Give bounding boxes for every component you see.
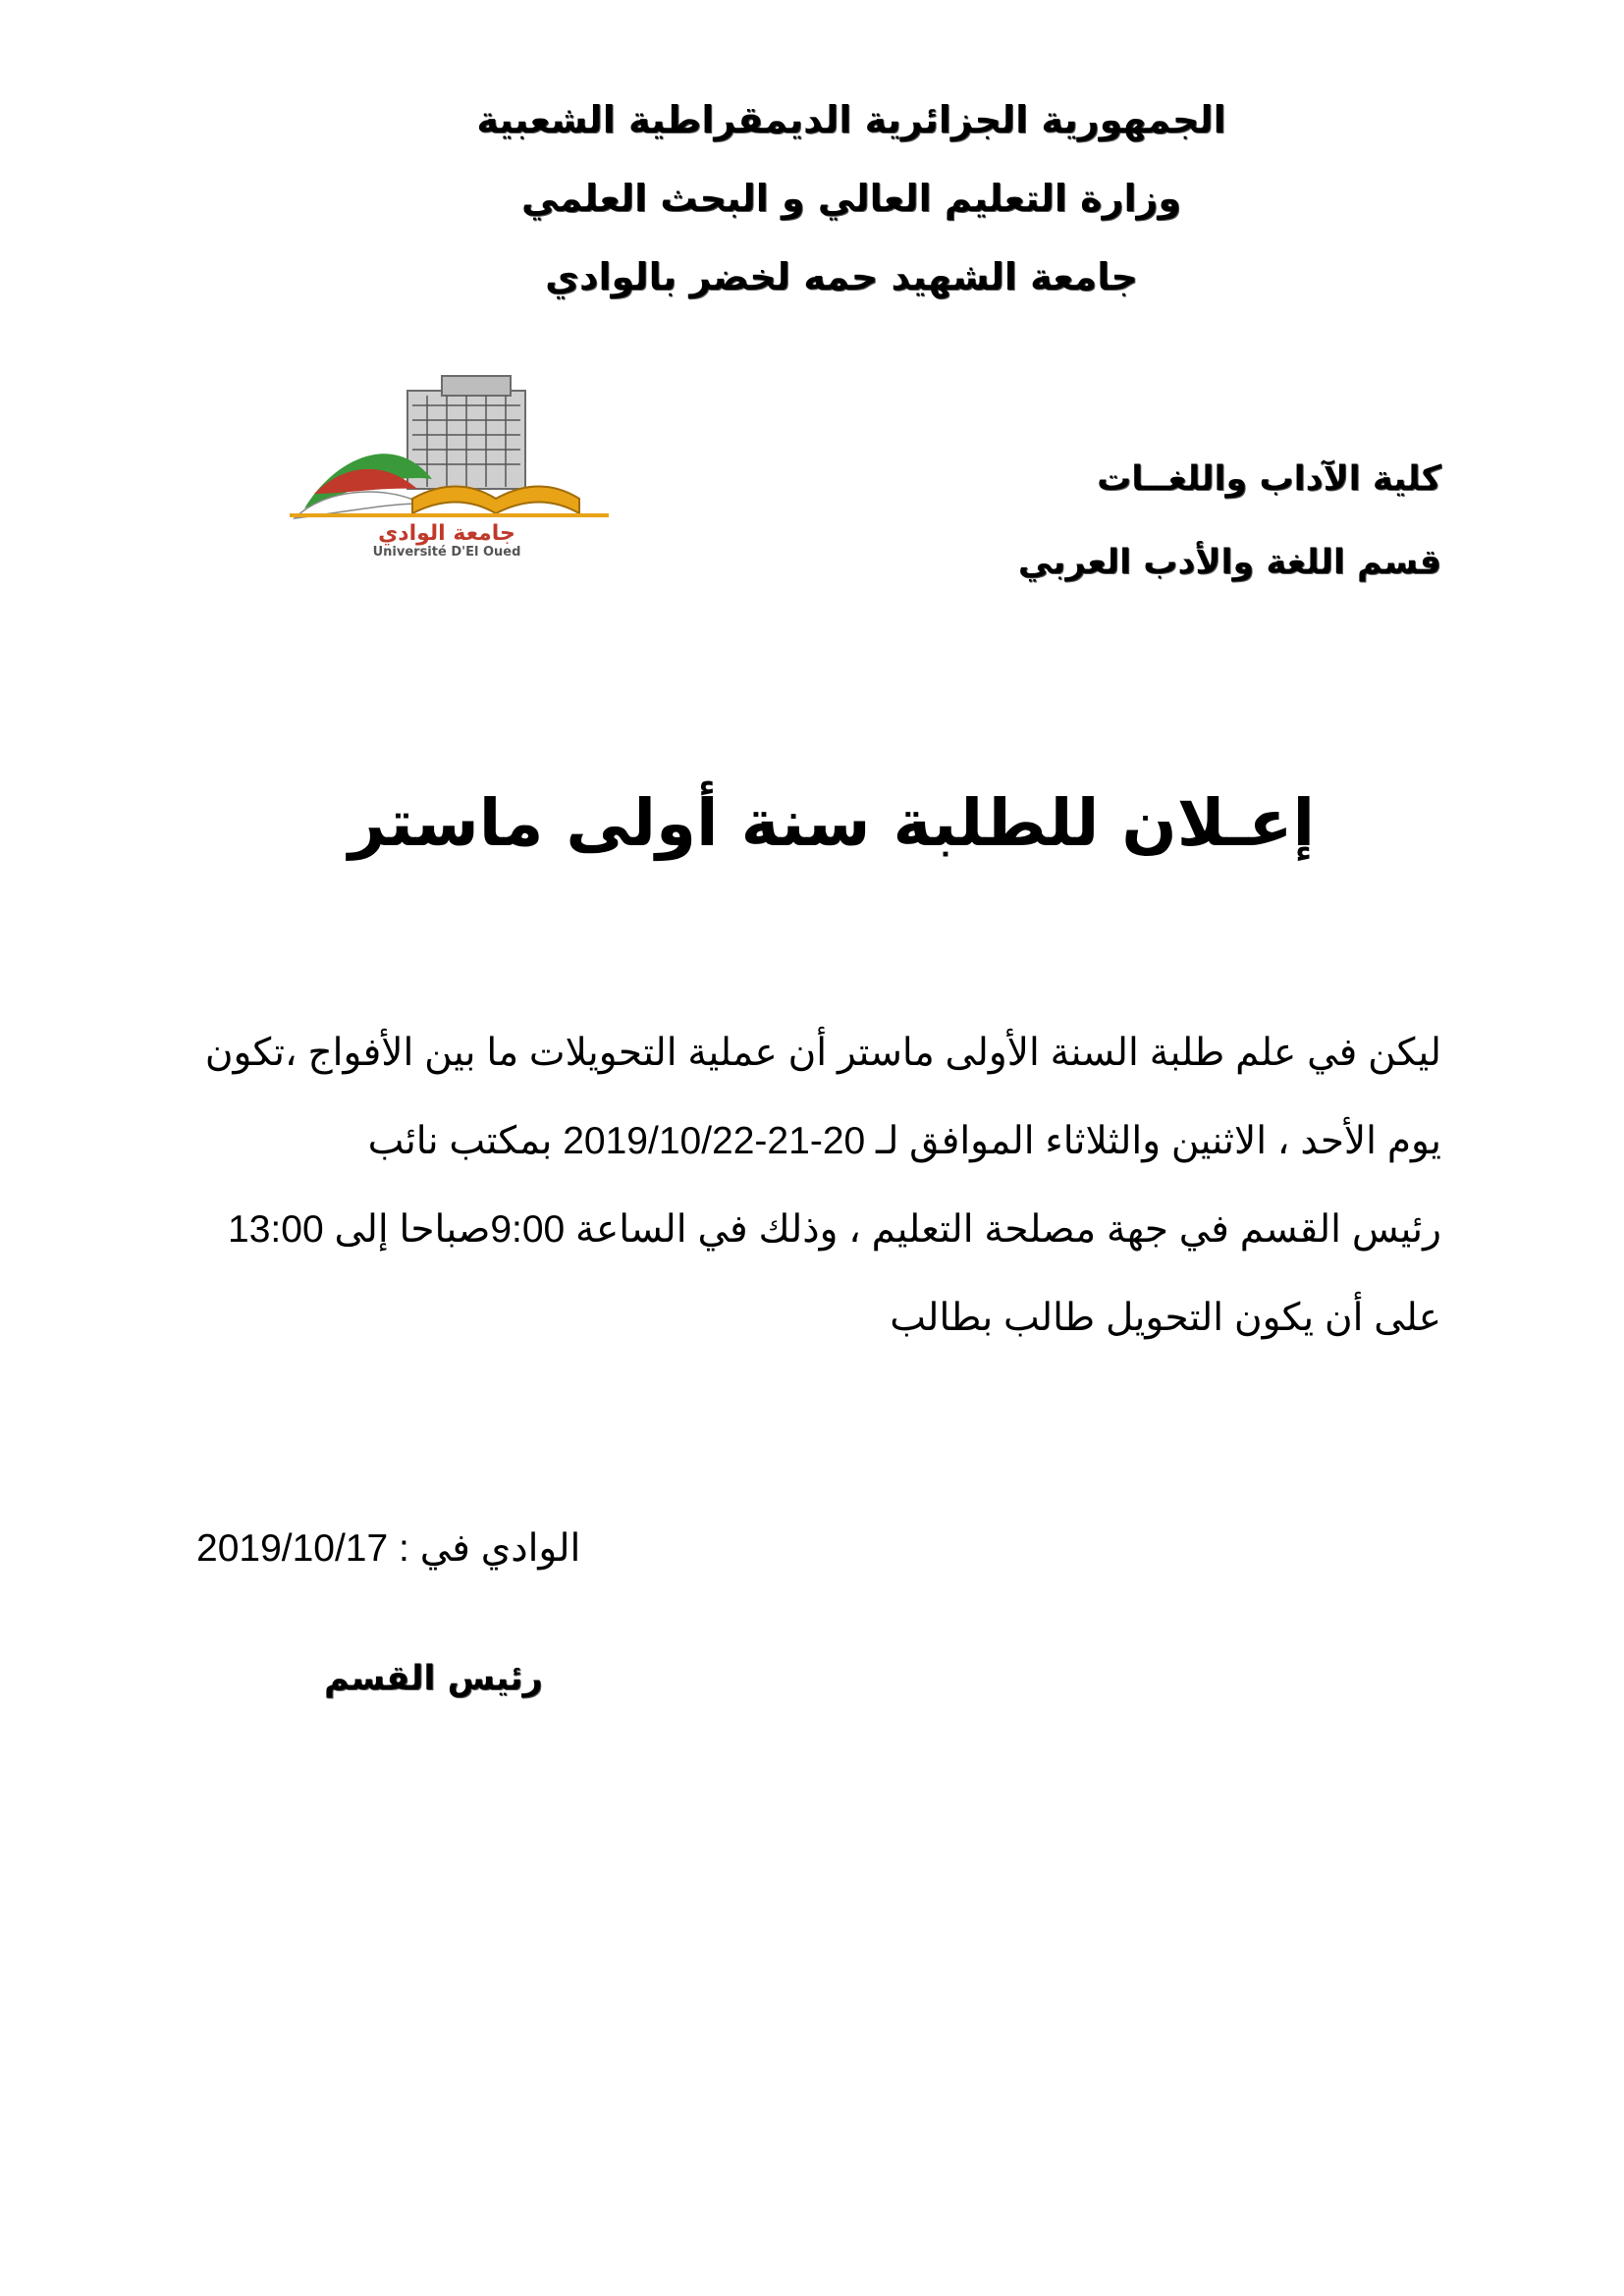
body-line-1: ليكن في علم طلبة السنة الأولى ماستر أن عملية التحويلات ما بين الأفواج ،تكون xyxy=(204,1032,1441,1074)
header-university: جامعة الشهيد حمه لخضر بالوادي xyxy=(545,255,1138,298)
body-line-2: يوم الأحد ، الاثنين والثلاثاء الموافق لـ 20-21-2019/10/22 بمكتب نائب xyxy=(367,1120,1441,1162)
header-republic: الجمهورية الجزائرية الديمقراطية الشعبية xyxy=(476,98,1226,141)
logo-latin-text: Université D'El Oued xyxy=(372,545,521,558)
announcement-title: إعـلان للطلبة سنة أولى ماستر xyxy=(348,785,1316,861)
signature-department-head: رئيس القسم xyxy=(324,1659,543,1698)
department-name: قسم اللغة والأدب العربي xyxy=(1017,543,1441,582)
university-logo xyxy=(285,371,619,558)
logo-arabic-text: جامعة الوادي xyxy=(378,521,515,546)
faculty-name: كلية الآداب واللغــات xyxy=(1097,459,1441,499)
body-line-3: رئيس القسم في جهة مصلحة التعليم ، وذلك في الساعة 9:00صباحا إلى 13:00 xyxy=(228,1208,1441,1251)
date-line: الوادي في : 2019/10/17 xyxy=(196,1527,581,1570)
header-ministry: وزارة التعليم العالي و البحث العلمي xyxy=(521,177,1181,220)
body-line-4: على أن يكون التحويل طالب بطالب xyxy=(890,1297,1441,1339)
